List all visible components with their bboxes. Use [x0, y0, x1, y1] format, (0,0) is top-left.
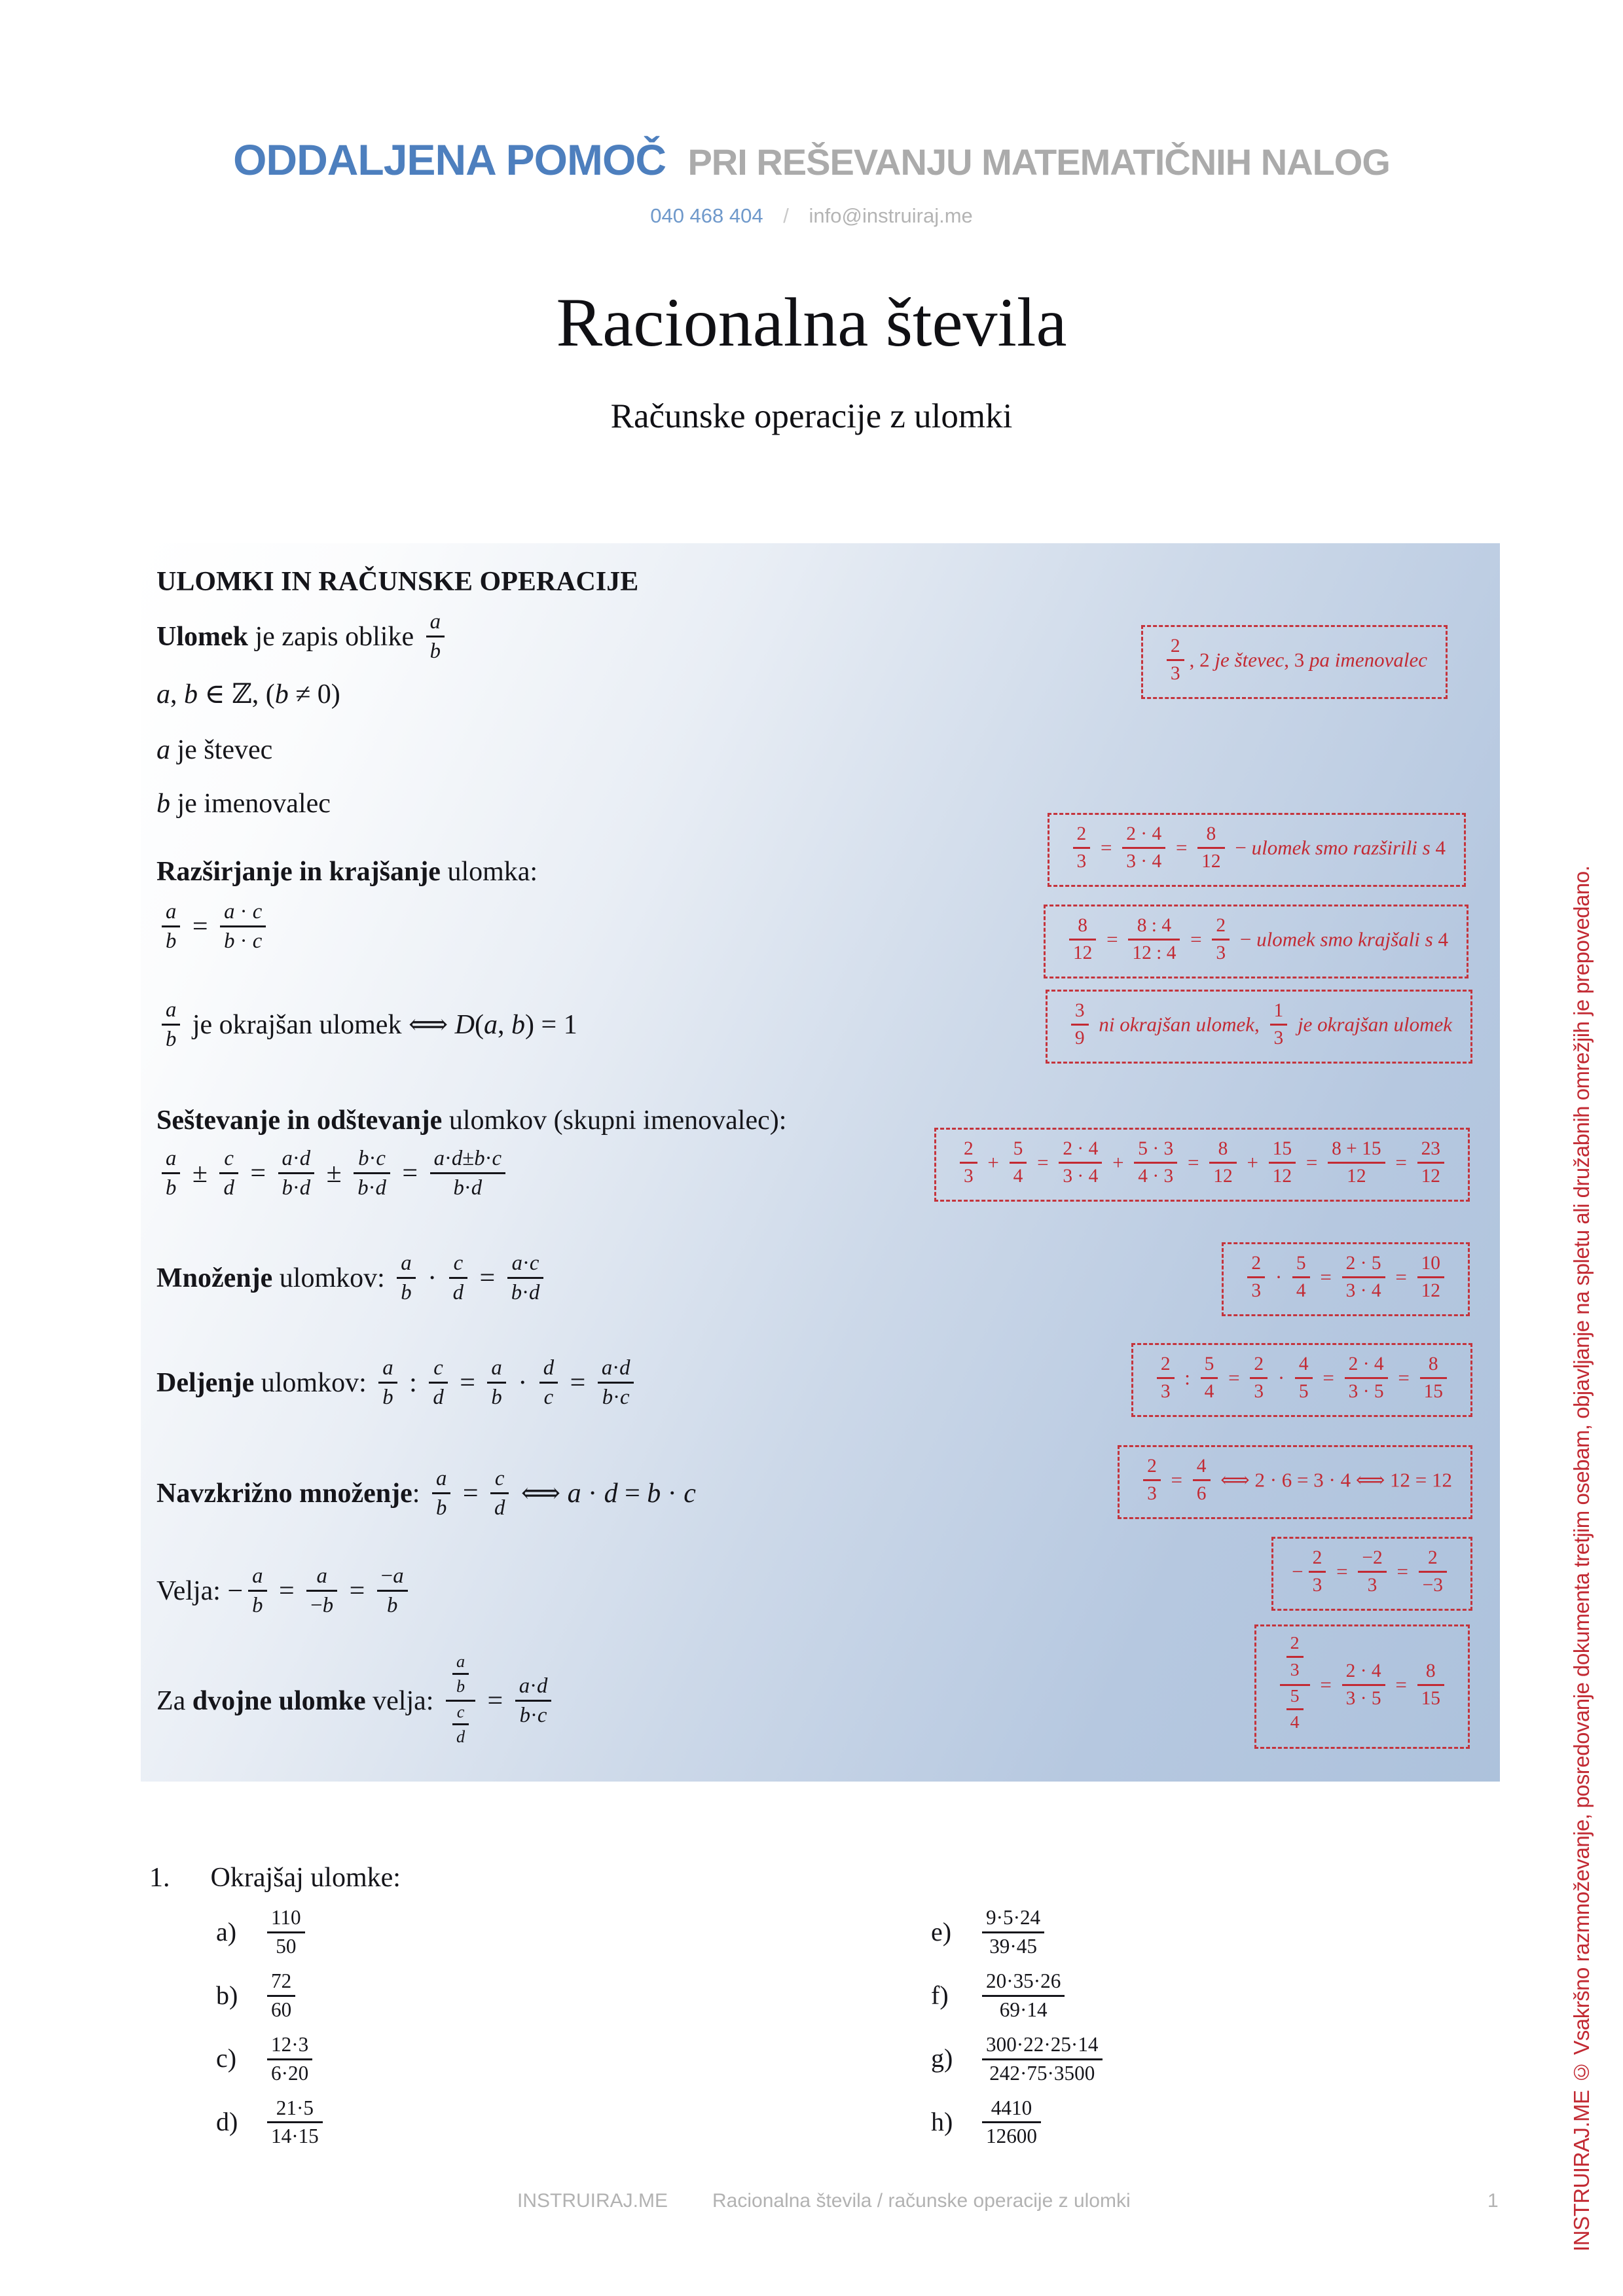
row-mnozenje — [156, 1253, 549, 1307]
exercise-item-a — [216, 1905, 328, 1960]
heading-sestevanje-bold: Seštevanje in odštevanje — [156, 1105, 443, 1136]
exercise-item-e-fraction: $\frac{9\cdot 5\cdot 24}{39\cdot 45}$ — [965, 1917, 1049, 1946]
formula-mnozenje: $\frac{a}{b}$ · $\frac{c}{d}$ = $\frac{a\cdot c}{b\cdot d}$ — [392, 1263, 549, 1293]
exercise-item-e — [931, 1905, 1108, 1960]
heading-sestevanje-rest: ulomkov (skupni imenovalec): — [442, 1105, 787, 1136]
contact-line — [0, 204, 1623, 228]
example-box-okrajsan: $\frac{3}{9}$ ni okrajšan ulomek, $\frac{1}{3}$ je okrajšan ulomek — [1046, 990, 1472, 1064]
exercise-item-e-label: e) — [931, 1916, 952, 1946]
footer-site: INSTRUIRAJ.ME — [517, 2190, 668, 2212]
exercise-item-a-fraction: $\frac{110}{50}$ — [250, 1917, 310, 1946]
exercise-1-heading — [149, 1862, 401, 1893]
exercise-1-prompt: Okrajšaj ulomke: — [210, 1863, 401, 1893]
example-box-navzkrizno: $\frac{2}{3}$ = $\frac{4}{6}$ ⟺ 2 · 6 = 3 · 4 ⟺ 12 = 12 — [1118, 1445, 1472, 1519]
email-address: info@instruiraj.me — [809, 204, 973, 227]
example-box-negativni: − $\frac{2}{3}$ = $\frac{-2}{3}$ = $\frac{2}{-3}$ — [1271, 1537, 1472, 1611]
example-box-stevec-imenovalec: $\frac{2}{3}$ , 2 je števec, 3 pa imenovalec — [1141, 625, 1448, 699]
definition-ulomek-formula: $\frac{a}{b}$ — [421, 622, 450, 652]
definitions-panel — [141, 543, 1500, 1782]
row-mnozenje-bold: Množenje — [156, 1263, 273, 1293]
heading-razsirjanje — [156, 855, 538, 889]
exercise-item-a-label: a) — [216, 1916, 237, 1946]
definition-stevec: a je števec — [156, 735, 273, 765]
exercise-item-d — [216, 2096, 328, 2151]
definition-imenovalec: b je imenovalec — [156, 789, 331, 819]
exercise-item-c-label: c) — [216, 2043, 237, 2073]
heading-razsirjanje-rest: ulomka: — [440, 857, 538, 887]
brand-text: ODDALJENA POMOČ — [233, 135, 666, 184]
row-mnozenje-rest: ulomkov: — [272, 1263, 392, 1293]
row-dvojni-rest: velja: — [365, 1685, 441, 1716]
row-velja — [156, 1566, 413, 1620]
contact-separator: / — [783, 204, 789, 227]
formula-sestevanje: $\frac{a}{b}$ ± $\frac{c}{d}$ = $\frac{a\cdot d}{b\cdot d}$ ± $\frac{b\cdot c}{b\cdot d}$ = $\frac{a\cdot d\pm b\cdot c}{b\cdot d}$ — [156, 1149, 511, 1202]
row-dvojni-pre: Za — [156, 1685, 192, 1716]
formula-razsirjanje: $\frac{a}{b}$ = $\frac{a \cdot c}{b \cdot c}$ — [156, 902, 271, 956]
example-box-deljenje: $\frac{2}{3}$ : $\frac{5}{4}$ = $\frac{2}{3}$ · $\frac{4}{5}$ = $\frac{2 \cdot 4}{3 \cdot 5}$ = $\frac{8}{15}$ — [1131, 1343, 1472, 1417]
definition-ulomek — [156, 609, 450, 666]
formula-navzkrizno: $\frac{a}{b}$ = $\frac{c}{d}$ ⟺ a · d = b · c — [427, 1479, 696, 1509]
example-box-krajsanje: $\frac{8}{12}$ = $\frac{8 : 4}{12 : 4}$ = $\frac{2}{3}$ − ulomek smo krajšali s 4 — [1044, 905, 1468, 978]
formula-dvojni: $\frac{\frac{a}{b}}{\frac{c}{d}}$ = $\frac{a\cdot d}{b\cdot c}$ — [441, 1686, 556, 1716]
exercise-item-f-label: f) — [931, 1980, 949, 2010]
exercise-item-b — [216, 1969, 328, 2024]
example-box-sestevanje: $\frac{2}{3}$ + $\frac{5}{4}$ = $\frac{2 \cdot 4}{3 \cdot 4}$ + $\frac{5 \cdot 3}{4 \cdot 3}$ = $\frac{8}{12}$ + $\frac{15}{12}$ = $\frac{8 + 15}{12}$ = $\frac{23}{12}$ — [934, 1128, 1470, 1202]
row-navzkrizno-bold: Navzkrižno množenje — [156, 1478, 412, 1509]
definition-ulomek-bold: Ulomek — [156, 621, 248, 652]
header — [0, 135, 1623, 185]
row-deljenje — [156, 1355, 639, 1412]
definition-domain: a, b ∈ ℤ, (b ≠ 0) — [156, 679, 340, 709]
example-box-razsirjanje: $\frac{2}{3}$ = $\frac{2 \cdot 4}{3 \cdot 4}$ = $\frac{8}{12}$ − ulomek smo razširili s 4 — [1048, 813, 1466, 887]
exercise-item-b-fraction: $\frac{72}{60}$ — [250, 1981, 301, 2010]
exercise-item-c — [216, 2032, 328, 2087]
row-dvojni-bold: dvojne ulomke — [192, 1685, 366, 1716]
exercise-item-f-fraction: $\frac{20\cdot 35\cdot 26}{69\cdot 14}$ — [965, 1981, 1070, 2010]
exercise-1-number: 1. — [149, 1863, 170, 1893]
exercise-item-h-fraction: $\frac{4410}{12600}$ — [965, 2107, 1046, 2136]
exercise-item-h-label: h) — [931, 2107, 953, 2137]
example-box-mnozenje: $\frac{2}{3}$ · $\frac{5}{4}$ = $\frac{2 \cdot 5}{3 \cdot 4}$ = $\frac{10}{12}$ — [1222, 1242, 1470, 1316]
phone-number: 040 468 404 — [650, 204, 763, 227]
exercise-1-column-right — [931, 1905, 1108, 2162]
exercise-item-h — [931, 2096, 1108, 2151]
row-dvojni — [156, 1652, 556, 1750]
formula-velja: − $\frac{a}{b}$ = $\frac{a}{-b}$ = $\frac{-a}{b}$ — [227, 1576, 412, 1606]
exercise-1-column-left — [216, 1905, 328, 2162]
row-velja-pre: Velja: — [156, 1575, 228, 1606]
row-navzkrizno — [156, 1466, 696, 1522]
exercise-item-d-label: d) — [216, 2107, 238, 2137]
exercise-item-d-fraction: $\frac{21\cdot 5}{14\cdot 15}$ — [250, 2107, 328, 2136]
row-navzkrizno-rest: : — [412, 1478, 427, 1509]
formula-deljenje: $\frac{a}{b}$ : $\frac{c}{d}$ = $\frac{a}{b}$ · $\frac{d}{c}$ = $\frac{a\cdot d}{b\cdot c}$ — [373, 1368, 639, 1398]
exercise-item-f — [931, 1969, 1108, 2024]
copyright-vertical-notice: INSTRUIRAJ.ME © Vsakršno razmnoževanje, posredovanje dokumenta tretjim osebam, objavljanje na spletu ali družabnih omrežjih je prepovedano. — [1569, 865, 1594, 2251]
page-title: Racionalna števila — [556, 284, 1067, 361]
exercise-item-c-fraction: $\frac{12\cdot 3}{6\cdot 20}$ — [250, 2043, 318, 2073]
exercise-item-b-label: b) — [216, 1980, 238, 2010]
row-deljenje-bold: Deljenje — [156, 1367, 255, 1398]
exercise-item-g — [931, 2032, 1108, 2087]
tagline-text: PRI REŠEVANJU MATEMATIČNIH NALOG — [687, 141, 1390, 183]
page-subtitle: Računske operacije z ulomki — [610, 397, 1013, 435]
exercise-item-g-fraction: $\frac{300\cdot 22\cdot 25\cdot 14}{242\cdot 75\cdot 3500}$ — [965, 2043, 1108, 2073]
definition-ulomek-text: je zapis oblike — [248, 621, 421, 652]
example-box-dvojni: $\frac{\frac{2}{3}}{\frac{5}{4}}$ = $\frac{2 \cdot 4}{3 \cdot 5}$ = $\frac{8}{15}$ — [1254, 1624, 1470, 1749]
heading-sestevanje — [156, 1103, 786, 1138]
panel-heading: ULOMKI IN RAČUNSKE OPERACIJE — [156, 567, 639, 597]
row-deljenje-rest: ulomkov: — [254, 1367, 374, 1398]
formula-okrajsan: $\frac{a}{b}$ je okrajšan ulomek ⟺ D(a, b) = 1 — [156, 1000, 577, 1054]
footer-doc-title: Racionalna števila / računske operacije z ulomki — [712, 2190, 1131, 2212]
footer-page-number: 1 — [1487, 2190, 1499, 2212]
heading-razsirjanje-bold: Razširjanje in krajšanje — [156, 857, 441, 887]
exercise-item-g-label: g) — [931, 2043, 953, 2073]
